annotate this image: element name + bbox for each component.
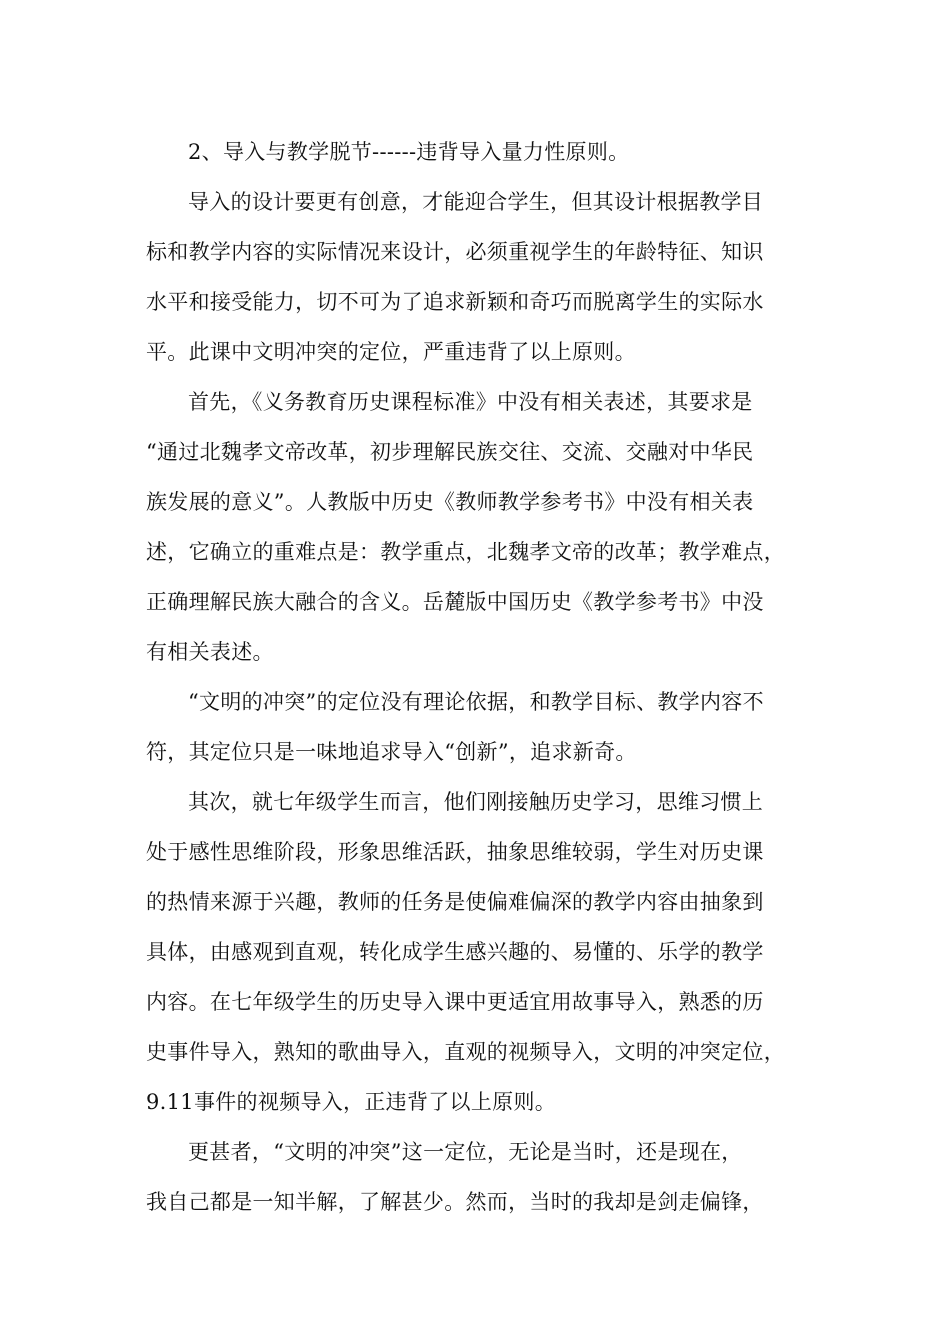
paragraph-line: 内容。在七年级学生的历史导入课中更适宜用故事导入，熟悉的历	[146, 990, 764, 1014]
paragraph-line: 其次，就七年级学生而言，他们刚接触历史学习，思维习惯上	[188, 790, 764, 814]
paragraph-line: 述，它确立的重难点是：教学重点，北魏孝文帝的改革；教学难点，	[146, 540, 785, 564]
paragraph-line: “通过北魏孝文帝改革，初步理解民族交往、交流、交融对中华民	[146, 440, 754, 464]
paragraph-line: 的热情来源于兴趣，教师的任务是使偏难偏深的教学内容由抽象到	[146, 890, 764, 914]
paragraph-line: 更甚者，“文明的冲突”这一定位，无论是当时，还是现在，	[188, 1140, 743, 1164]
paragraph-line: 处于感性思维阶段，形象思维活跃，抽象思维较弱，学生对历史课	[146, 840, 764, 864]
paragraph-line: 史事件导入，熟知的歌曲导入，直观的视频导入，文明的冲突定位，	[146, 1040, 785, 1064]
paragraph-line: 导入的设计要更有创意，才能迎合学生，但其设计根据教学目	[188, 190, 764, 214]
paragraph-line: 标和教学内容的实际情况来设计，必须重视学生的年龄特征、知识	[146, 240, 764, 264]
paragraph-line: 符，其定位只是一味地追求导入“创新”，追求新奇。	[146, 740, 637, 764]
section-heading: 2、导入与教学脱节------违背导入量力性原则。	[188, 140, 630, 164]
paragraph-line: “文明的冲突”的定位没有理论依据，和教学目标、教学内容不	[188, 690, 764, 714]
paragraph-line: 有相关表述。	[146, 640, 274, 664]
paragraph-line: 具体，由感观到直观，转化成学生感兴趣的、易懂的、乐学的教学	[146, 940, 764, 964]
paragraph-line: 首先，《义务教育历史课程标准》中没有相关表述，其要求是	[188, 390, 753, 414]
paragraph-line: 族发展的意义”。人教版中历史《教师教学参考书》中没有相关表	[146, 490, 754, 514]
paragraph-line: 水平和接受能力，切不可为了追求新颖和奇巧而脱离学生的实际水	[146, 290, 764, 314]
paragraph-line: 正确理解民族大融合的含义。岳麓版中国历史《教学参考书》中没	[146, 590, 764, 614]
paragraph-line: 9.11事件的视频导入，正违背了以上原则。	[146, 1090, 557, 1114]
paragraph-line: 平。此课中文明冲突的定位，严重违背了以上原则。	[146, 340, 636, 364]
paragraph-line: 我自己都是一知半解，了解甚少。然而，当时的我却是剑走偏锋，	[146, 1190, 764, 1214]
